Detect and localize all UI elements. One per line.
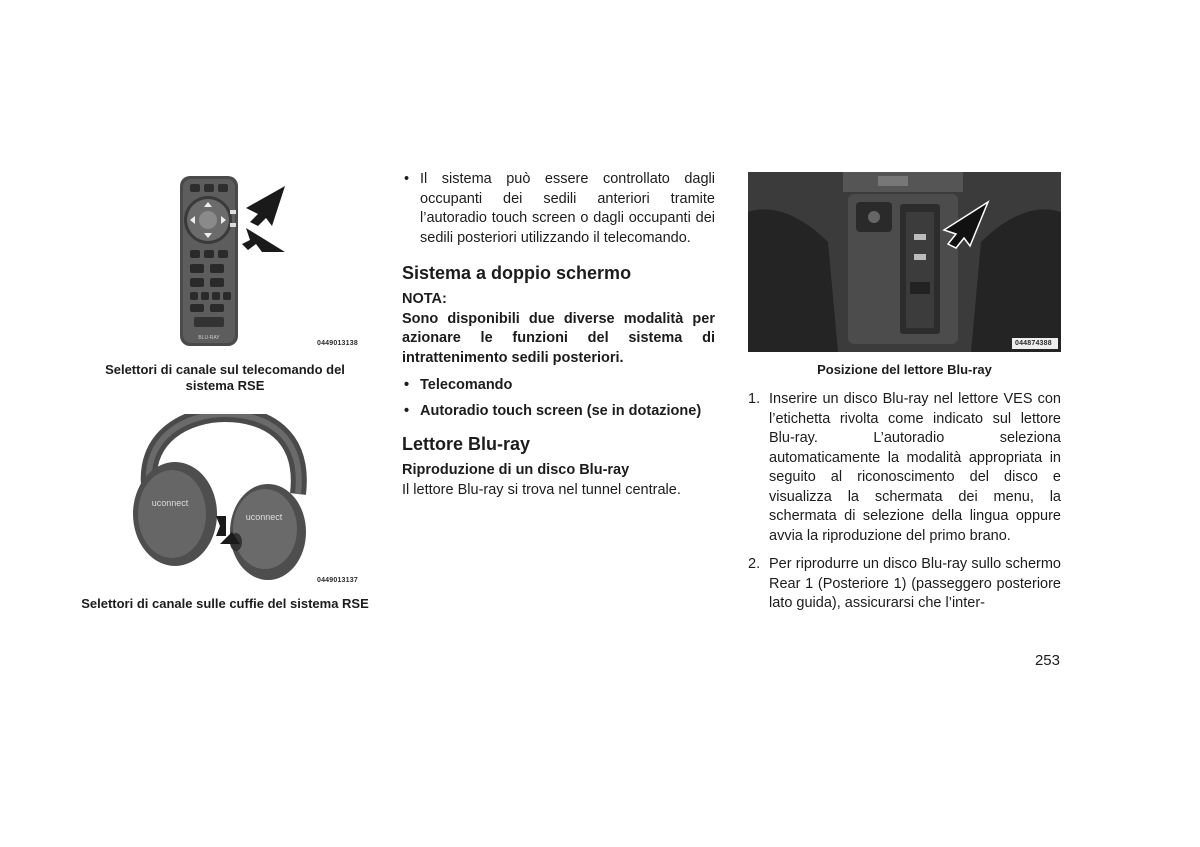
svg-text:uconnect: uconnect: [245, 512, 283, 522]
left-column: [80, 170, 370, 612]
bullet-dot: •: [404, 171, 410, 187]
remote-illustration: [80, 170, 370, 350]
list-item: [402, 402, 715, 422]
intro-bullet: [402, 170, 715, 248]
bluray-player-photo: [748, 172, 1061, 352]
step-text: Inserire un disco Blu-ray nel lettore VES con l’etichetta rivolta come indicato sul lettore Blu-ray. L’autoradio seleziona automaticamente la modalità appropriata in seguito al riconoscimento del disco e visualizza la schermata dei menu, la schermata di selezione della lingua oppure avvia la riproduzione del primo brano.: [769, 391, 1061, 544]
heading-dual-screen: Sistema a doppio schermo: [402, 263, 632, 283]
steps-list: [748, 390, 1061, 614]
bullet-dot: •: [404, 377, 410, 393]
svg-text:uconnect: uconnect: [151, 498, 189, 508]
bluray-player-figure: [748, 172, 1061, 352]
right-column: [748, 172, 1061, 614]
headphones-illustration: [80, 414, 370, 584]
list-item: [748, 555, 1061, 614]
remote-caption: Selettori di canale sul telecomando del sistema RSE: [105, 362, 345, 393]
bluray-location-text: Il lettore Blu-ray si trova nel tunnel centrale.: [402, 481, 681, 498]
list-item: [402, 376, 715, 396]
remote-figure: [80, 170, 370, 350]
middle-column: [402, 170, 715, 500]
list-item: [748, 390, 1061, 546]
subheading-play: Riproduzione di un disco Blu-ray: [402, 462, 630, 478]
svg-text:BLU-RAY: BLU-RAY: [198, 335, 220, 341]
step-text: Per riprodurre un disco Blu-ray sullo schermo Rear 1 (Posteriore 1) (passeggero posteriore lato guida), assicurarsi che l’inter-: [769, 556, 1061, 611]
headphones-figure: [80, 414, 370, 584]
mode-list: [402, 376, 715, 421]
remote-figure-code: 0449013138: [317, 340, 358, 347]
headphones-caption: Selettori di canale sulle cuffie del sistema RSE: [81, 596, 369, 611]
heading-bluray: Lettore Blu-ray: [402, 434, 531, 454]
bluray-figure-code: 044874388: [1015, 340, 1052, 347]
note-text: Sono disponibili due diverse modalità per azionare le funzioni del sistema di intrattenimento sedili posteriori.: [402, 310, 715, 366]
intro-bullet-text: Il sistema può essere controllato dagli occupanti dei sedili anteriori tramite l’autoradio touch screen o dagli occupanti dei sedili posteriori utilizzando il telecomando.: [420, 171, 715, 246]
headphones-figure-code: 0449013137: [317, 577, 358, 584]
note-label: NOTA:: [402, 291, 447, 307]
page-number: 253: [1034, 652, 1060, 669]
bluray-caption: Posizione del lettore Blu-ray: [817, 362, 992, 377]
list-item-text: Telecomando: [420, 377, 513, 393]
bullet-dot: •: [404, 402, 410, 419]
step-number: 2.: [748, 556, 761, 572]
step-number: 1.: [748, 391, 761, 407]
list-item-text: Autoradio touch screen (se in dotazione): [420, 402, 702, 419]
